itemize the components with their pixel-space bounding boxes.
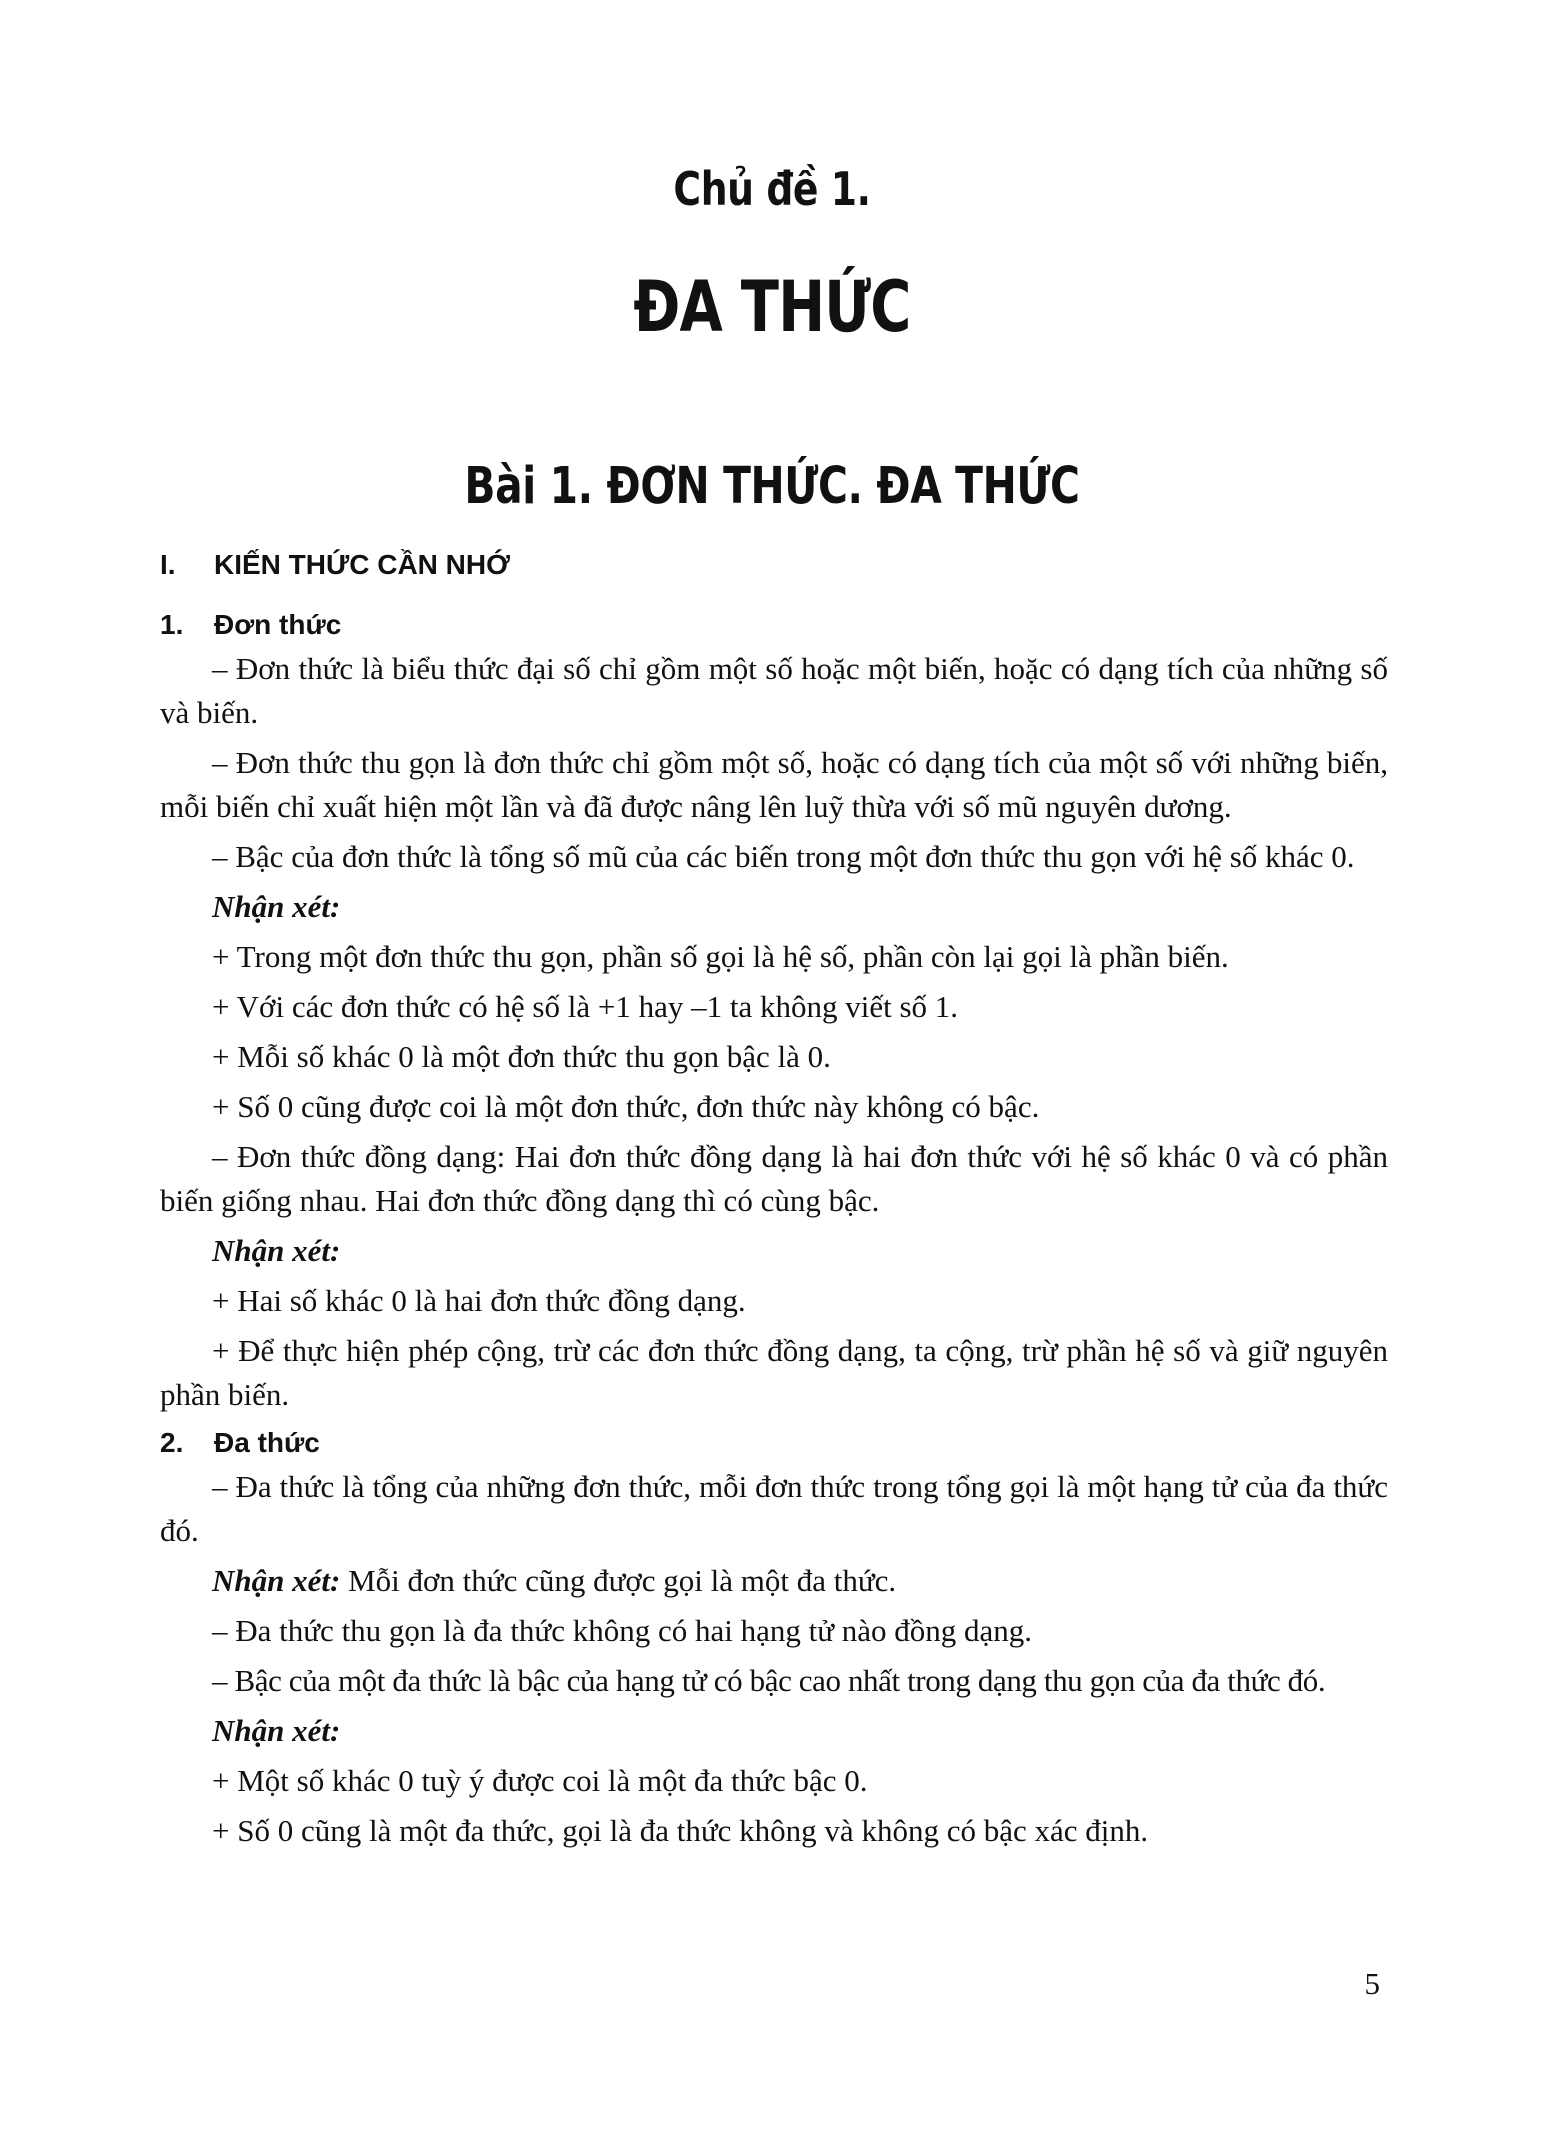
section-heading (160, 545, 1388, 585)
remark-inline (160, 1559, 1388, 1603)
subsection-number: 2. (160, 1427, 184, 1458)
remark-label: Nhận xét: (212, 889, 341, 924)
page-number: 5 (1364, 1966, 1380, 2001)
paragraph: – Đơn thức đồng dạng: Hai đơn thức đồng dạng là hai đơn thức với hệ số khác 0 và có phần biến giống nhau. Hai đơn thức đồng dạng thì có cùng bậc. (160, 1139, 1388, 1218)
paragraph: – Bậc của đơn thức là tổng số mũ của các biến trong một đơn thức thu gọn với hệ số khác 0. (212, 839, 1355, 874)
section-title: KIẾN THỨC CẦN NHỚ (214, 549, 510, 580)
remark-item: + Để thực hiện phép cộng, trừ các đơn thức đồng dạng, ta cộng, trừ phần hệ số và giữ nguyên phần biến. (160, 1333, 1388, 1412)
remark-item: + Mỗi số khác 0 là một đơn thức thu gọn bậc là 0. (212, 1039, 831, 1074)
paragraph: – Đơn thức thu gọn là đơn thức chỉ gồm một số, hoặc có dạng tích của một số với những biến, mỗi biến chỉ xuất hiện một lần và đã được nâng lên luỹ thừa với số mũ nguyên dương. (160, 745, 1388, 824)
paragraph: – Đơn thức là biểu thức đại số chỉ gồm một số hoặc một biến, hoặc có dạng tích của những số và biến. (160, 651, 1388, 730)
remark-label: Nhận xét: (212, 1233, 341, 1268)
remark-item: + Một số khác 0 tuỳ ý được coi là một đa thức bậc 0. (212, 1763, 868, 1798)
remark-item: + Số 0 cũng là một đa thức, gọi là đa thức không và không có bậc xác định. (212, 1813, 1149, 1848)
remark-text: Mỗi đơn thức cũng được gọi là một đa thức. (340, 1563, 897, 1598)
main-content (160, 545, 1388, 1859)
subsection-number: 1. (160, 609, 184, 640)
remark-label: Nhận xét: (212, 1713, 341, 1748)
subsection-heading-monomial (160, 605, 1388, 645)
subsection-title: Đơn thức (214, 609, 342, 640)
paragraph: – Bậc của một đa thức là bậc của hạng tử có bậc cao nhất trong dạng thu gọn của đa thức đó. (212, 1663, 1326, 1698)
lesson-title: Bài 1. ĐƠN THỨC. ĐA THỨC (464, 457, 1080, 516)
subsection-title: Đa thức (214, 1427, 320, 1458)
remark-item: + Số 0 cũng được coi là một đơn thức, đơn thức này không có bậc. (212, 1089, 1040, 1124)
paragraph: – Đa thức thu gọn là đa thức không có hai hạng tử nào đồng dạng. (212, 1613, 1033, 1648)
section-number: I. (160, 549, 176, 580)
paragraph: – Đa thức là tổng của những đơn thức, mỗi đơn thức trong tổng gọi là một hạng tử của đa thức đó. (160, 1469, 1388, 1548)
remark-label: Nhận xét: (212, 1563, 341, 1598)
remark-item: + Hai số khác 0 là hai đơn thức đồng dạng. (212, 1283, 746, 1318)
chapter-title: ĐA THỨC (633, 266, 911, 348)
remark-item: + Với các đơn thức có hệ số là +1 hay –1 ta không viết số 1. (212, 989, 959, 1024)
remark-item: + Trong một đơn thức thu gọn, phần số gọi là hệ số, phần còn lại gọi là phần biến. (212, 939, 1229, 974)
topic-title: Chủ đề 1. (673, 162, 871, 216)
subsection-heading-polynomial (160, 1423, 1388, 1463)
